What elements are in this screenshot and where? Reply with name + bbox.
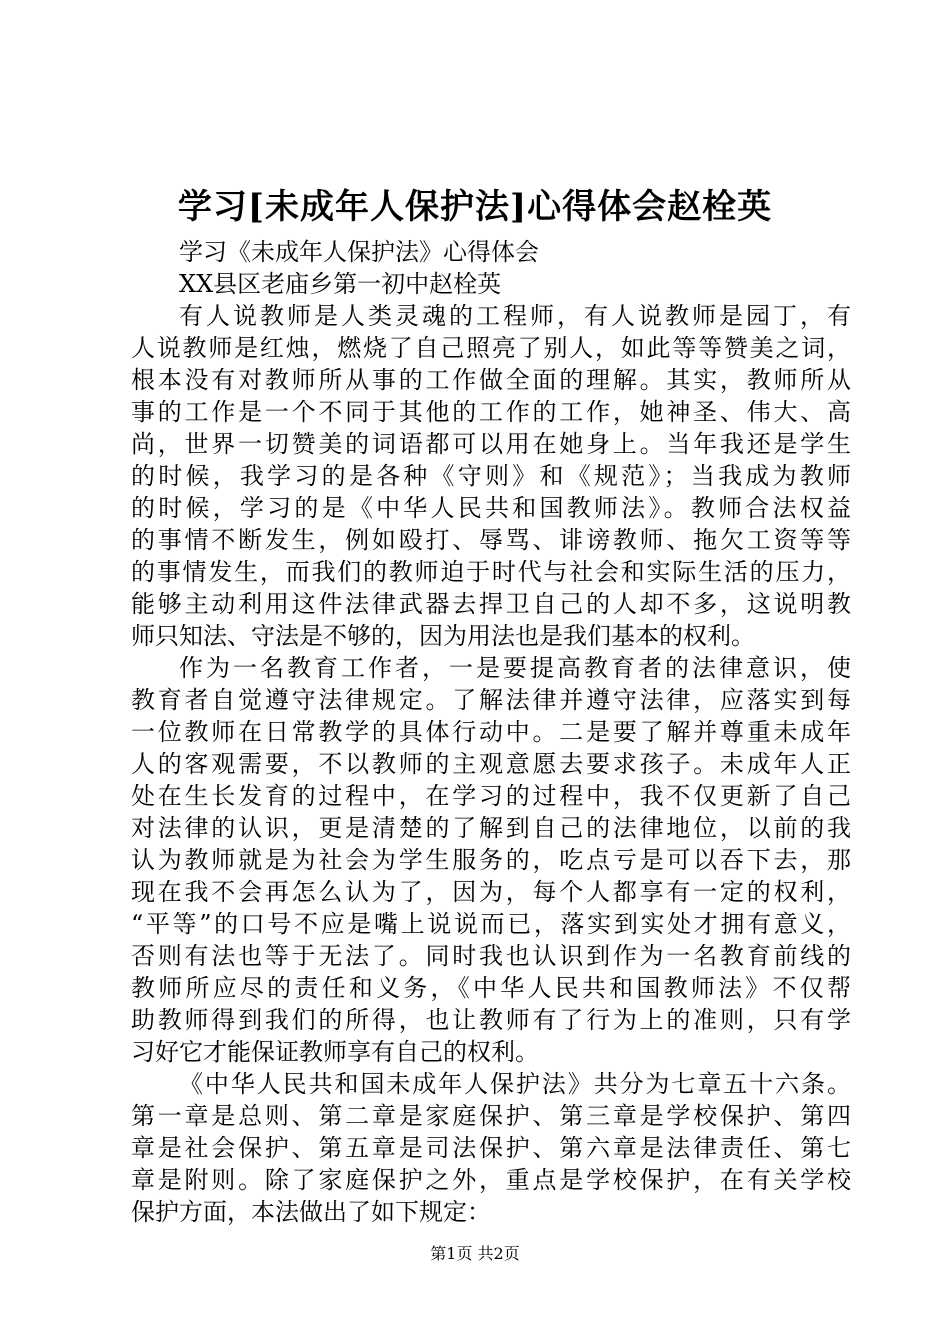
- paragraph-line: 教师所应尽的责任和义务，《中华人民共和国教师法》不仅帮: [131, 974, 851, 1002]
- paragraph-line: 师只知法、守法是不够的，因为用法也是我们基本的权利。: [131, 622, 755, 650]
- paragraph-line: 否则有法也等于无法了。同时我也认识到作为一名教育前线的: [131, 942, 851, 970]
- paragraph-line: 的事情发生，而我们的教师迫于时代与社会和实际生活的压力，: [131, 558, 851, 586]
- paragraphs-container: [131, 300, 851, 1228]
- paragraph-line: 习好它才能保证教师享有自己的权利。: [131, 1038, 539, 1066]
- paragraph-line: 第一章是总则、第二章是家庭保护、第三章是学校保护、第四: [131, 1102, 851, 1130]
- paragraph-line: 作为一名教育工作者，一是要提高教育者的法律意识，使: [179, 654, 851, 682]
- paragraph-line: 《中华人民共和国未成年人保护法》共分为七章五十六条。: [179, 1070, 851, 1098]
- paragraph-line: 保护方面，本法做出了如下规定：: [131, 1198, 491, 1226]
- subtitle-line: 学习《未成年人保护法》心得体会: [179, 238, 539, 266]
- paragraph-line: 教育者自觉遵守法律规定。了解法律并遵守法律，应落实到每: [131, 686, 851, 714]
- page-footer: 第1页 共2页: [430, 1244, 520, 1263]
- paragraph-line: 的时候，学习的是《中华人民共和国教师法》。教师合法权益: [131, 494, 851, 522]
- paragraph-line: 处在生长发育的过程中，在学习的过程中，我不仅更新了自己: [131, 782, 851, 810]
- paragraph-line: 能够主动利用这件法律武器去捍卫自己的人却不多，这说明教: [131, 590, 851, 618]
- paragraph-line: 根本没有对教师所从事的工作做全面的理解。其实，教师所从: [131, 366, 851, 394]
- paragraph-line: 对法律的认识，更是清楚的了解到自己的法律地位，以前的我: [131, 814, 851, 842]
- paragraph-line: 的事情不断发生，例如殴打、辱骂、诽谤教师、拖欠工资等等: [131, 526, 851, 554]
- paragraph-line: 章是附则。除了家庭保护之外，重点是学校保护，在有关学校: [131, 1166, 851, 1194]
- author-line: XX县区老庙乡第一初中赵栓英: [179, 270, 502, 298]
- paragraph-line: 认为教师就是为社会为学生服务的，吃点亏是可以吞下去，那: [131, 846, 851, 874]
- paragraph-line: 现在我不会再怎么认为了，因为，每个人都享有一定的权利，: [131, 878, 851, 906]
- paragraph-line: 的时候，我学习的是各种《守则》和《规范》；当我成为教师: [131, 462, 851, 490]
- paragraph-line: 有人说教师是人类灵魂的工程师，有人说教师是园丁，有: [179, 302, 851, 330]
- document-body: [131, 236, 851, 1228]
- paragraph-line: 事的工作是一个不同于其他的工作的工作，她神圣、伟大、高: [131, 398, 851, 426]
- paragraph-line: 章是社会保护、第五章是司法保护、第六章是法律责任、第七: [131, 1134, 851, 1162]
- paragraph-line: “平等”的口号不应是嘴上说说而已，落实到实处才拥有意义，: [131, 910, 851, 938]
- paragraph-line: 人的客观需要，不以教师的主观意愿去要求孩子。未成年人正: [131, 750, 851, 778]
- paragraph-line: 一位教师在日常教学的具体行动中。二是要了解并尊重未成年: [131, 718, 851, 746]
- paragraph-line: 尚，世界一切赞美的词语都可以用在她身上。当年我还是学生: [131, 430, 851, 458]
- paragraph-line: 助教师得到我们的所得，也让教师有了行为上的准则，只有学: [131, 1006, 851, 1034]
- paragraph-line: 人说教师是红烛，燃烧了自己照亮了别人，如此等等赞美之词，: [131, 334, 851, 362]
- document-title: 学习[未成年人保护法]心得体会赵栓英: [177, 187, 773, 227]
